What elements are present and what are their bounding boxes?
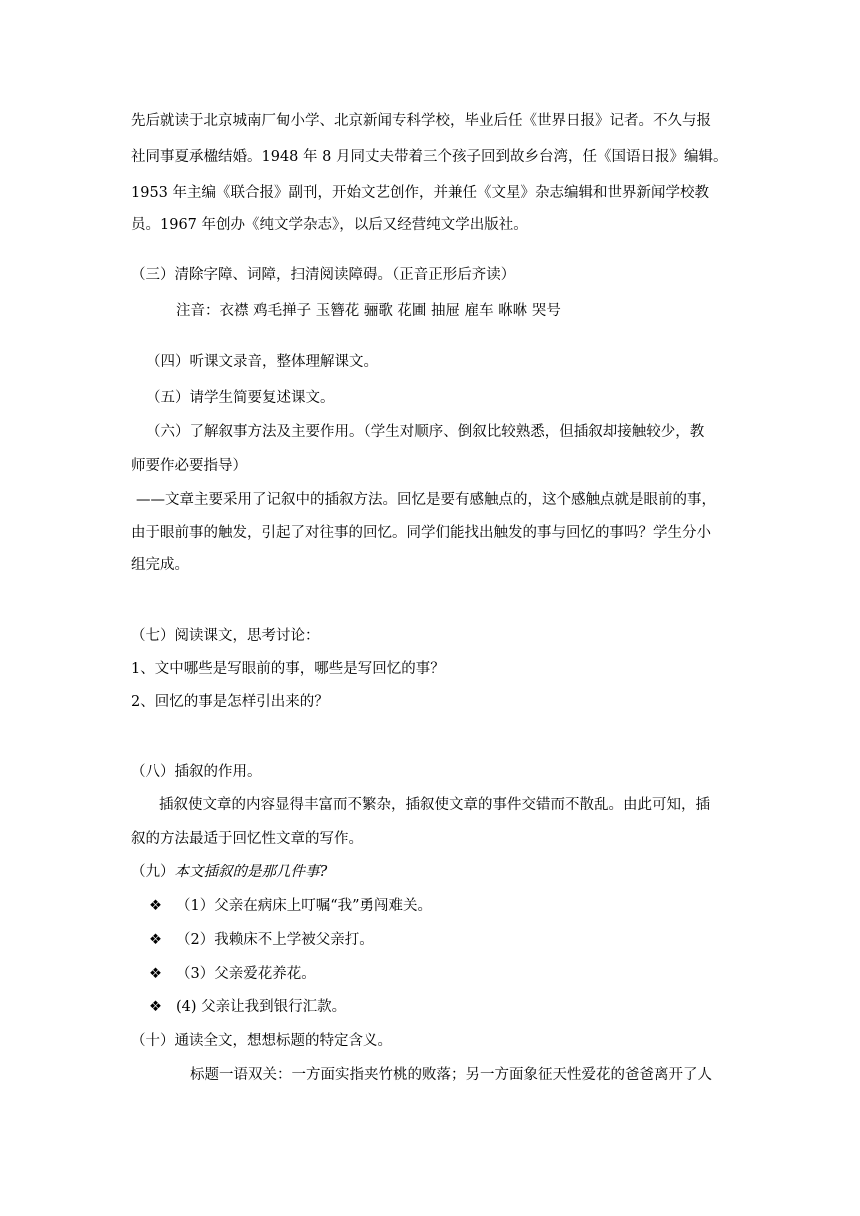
bio-line-3: 1953 年主编《联合报》副刊，开始文艺创作，并兼任《文星》杂志编辑和世界新闻学校教 — [131, 185, 710, 201]
list-item: （3）父亲爱花养花。 — [176, 966, 316, 982]
list-item: (4) 父亲让我到银行汇款。 — [176, 999, 347, 1015]
bio-line-4: 员。1967 年创办《纯文学杂志》，以后又经营纯文学出版社。 — [131, 217, 528, 233]
bio-line-1: 先后就读于北京城南厂甸小学、北京新闻专科学校，毕业后任《世界日报》记者。不久与报 — [131, 113, 711, 129]
section-4-heading: （四）听课文录音，整体理解课文。 — [146, 354, 378, 370]
section-7-heading: （七）阅读课文，思考讨论： — [131, 628, 320, 644]
bullet-icon: ❖ — [149, 898, 162, 914]
bullet-icon: ❖ — [149, 966, 162, 982]
section-8-line-2: 叙的方法最适于回忆性文章的写作。 — [131, 831, 363, 847]
section-3-heading: （三）清除字障、词障，扫清阅读障碍。（正音正形后齐读） — [131, 267, 516, 283]
section-6-line-4: 由于眼前事的触发，引起了对往事的回忆。同学们能找出触发的事与回忆的事吗？学生分小 — [131, 525, 711, 541]
pronunciation-list: 注音：衣襟 鸡毛掸子 玉簪花 骊歌 花圃 抽屉 雇车 咻咻 哭号 — [176, 303, 561, 319]
section-10-line-1: 标题一语双关：一方面实指夹竹桃的败落；另一方面象征天性爱花的爸爸离开了人 — [190, 1067, 712, 1083]
list-item: （2）我赖床不上学被父亲打。 — [176, 932, 374, 948]
section-9-question: 本文插叙的是那几件事? — [174, 864, 328, 880]
section-5-heading: （五）请学生简要复述课文。 — [146, 390, 335, 406]
section-9-heading — [131, 862, 327, 882]
section-7-question-2: 2、回忆的事是怎样引出来的？ — [131, 694, 329, 710]
section-7-question-1: 1、文中哪些是写眼前的事，哪些是写回忆的事？ — [131, 661, 445, 677]
section-9-prefix: （九） — [131, 864, 175, 880]
section-6-line-2: 师要作必要指导） — [131, 458, 247, 474]
bullet-icon: ❖ — [149, 999, 162, 1015]
section-10-heading: （十）通读全文，想想标题的特定含义。 — [131, 1033, 392, 1049]
bio-line-2: 社同事夏承楹结婚。1948 年 8 月同丈夫带着三个孩子回到故乡台湾，任《国语日报》编辑。 — [131, 149, 728, 165]
list-item: （1）父亲在病床上叮嘱“我”勇闯难关。 — [176, 898, 433, 914]
section-6-line-5: 组完成。 — [131, 557, 189, 573]
section-6-line-1: （六）了解叙事方法及主要作用。（学生对顺序、倒叙比较熟悉，但插叙却接触较少，教 — [146, 424, 705, 440]
bullet-icon: ❖ — [149, 932, 162, 948]
section-6-line-3: ——文章主要采用了记叙中的插叙方法。回忆是要有感触点的，这个感触点就是眼前的事， — [136, 492, 716, 508]
section-8-line-1: 插叙使文章的内容显得丰富而不繁杂，插叙使文章的事件交错而不散乱。由此可知，插 — [159, 797, 710, 813]
section-8-heading: （八）插叙的作用。 — [131, 764, 262, 780]
